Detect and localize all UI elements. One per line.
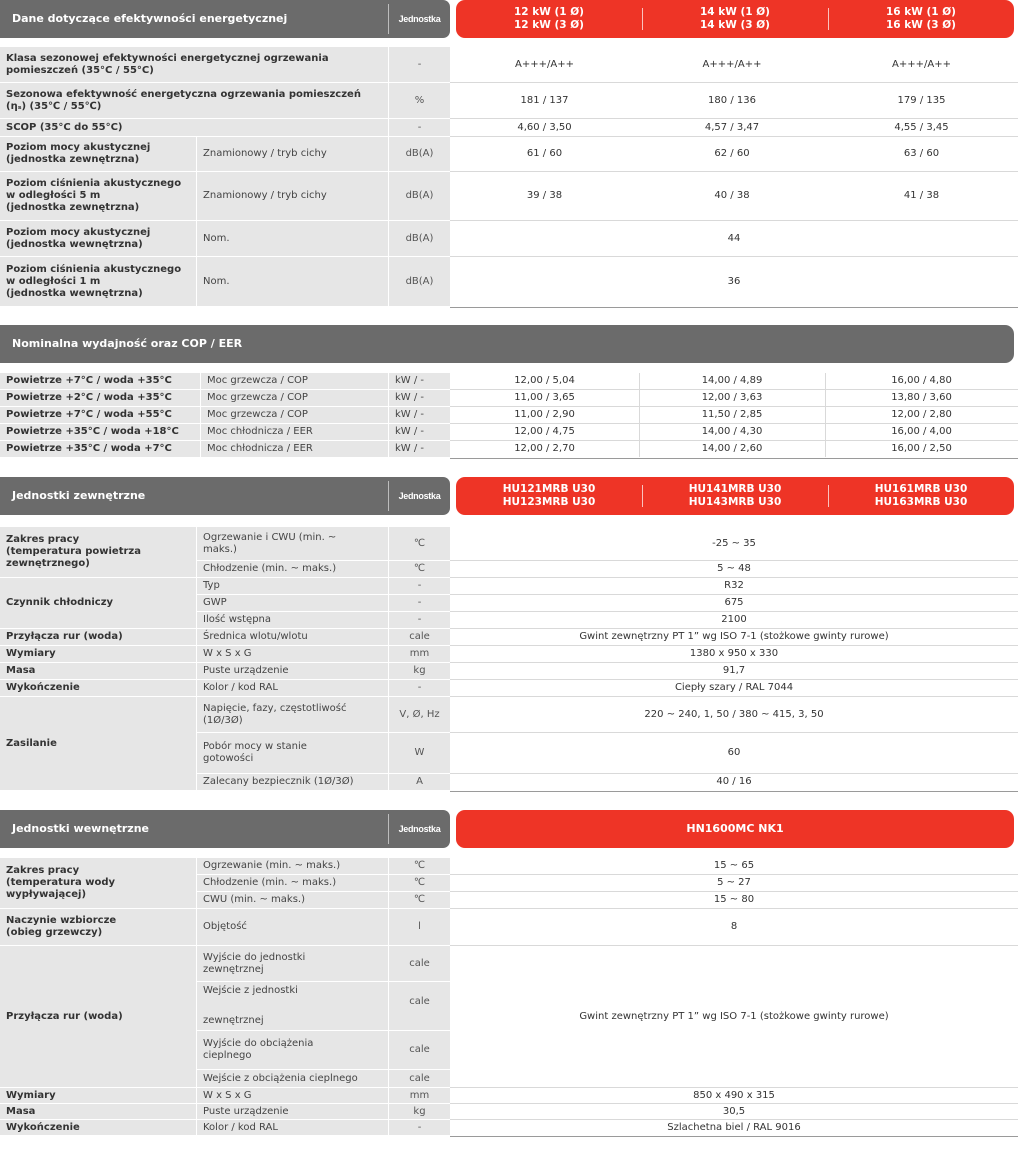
- value-cell: 5 ~ 48: [717, 563, 751, 574]
- row-sublabel: Puste urządzenie: [197, 1104, 388, 1119]
- row-unit: kW / -: [389, 441, 450, 457]
- value-cell: 12,00 / 4,75: [514, 426, 575, 437]
- section-header: [0, 810, 1018, 848]
- row-unit: -: [389, 578, 450, 594]
- row-unit: cale: [389, 1031, 450, 1069]
- model-column-header: HU121MRB U30 HU123MRB U30: [502, 483, 596, 508]
- value-cell: 13,80 / 3,60: [891, 392, 952, 403]
- row-unit: ℃: [389, 527, 450, 560]
- row-sublabel: Znamionowy / tryb cichy: [197, 172, 388, 220]
- value-cell: 11,00 / 3,65: [514, 392, 575, 403]
- row-unit: cale: [389, 1070, 450, 1087]
- row-unit: kW / -: [389, 407, 450, 423]
- value-cell: R32: [724, 580, 744, 591]
- row-sublabel: Kolor / kod RAL: [197, 680, 388, 696]
- row-label: Przyłącza rur (woda): [0, 946, 196, 1087]
- row-unit: -: [389, 47, 450, 82]
- row-label: Zasilanie: [0, 697, 196, 790]
- value-cell: A+++/A++: [702, 58, 762, 70]
- row-sublabel: CWU (min. ~ maks.): [197, 892, 388, 908]
- row-sublabel: Moc grzewcza / COP: [201, 390, 388, 406]
- row-label: Sezonowa efektywność energetyczna ogrzewania pomieszczeń (ηₛ) (35℃ / 55℃): [0, 83, 388, 118]
- unit-column-header: Jednostka: [398, 824, 441, 834]
- value-cell: 12,00 / 2,80: [891, 409, 952, 420]
- value-cell: 16,00 / 2,50: [891, 443, 952, 454]
- row-unit: %: [389, 83, 450, 118]
- value-cell: 4,55 / 3,45: [894, 121, 949, 133]
- value-cell: 1380 x 950 x 330: [689, 648, 779, 659]
- row-label: Przyłącza rur (woda): [0, 629, 196, 645]
- value-cell: 179 / 135: [897, 94, 946, 106]
- row-unit: cale: [389, 982, 450, 1030]
- row-unit: kW / -: [389, 373, 450, 389]
- row-label: Zakres pracy (temperatura powietrza zewnętrznego): [0, 527, 196, 577]
- value-cell: Gwint zewnętrzny PT 1” wg ISO 7-1 (stożkowe gwinty rurowe): [579, 1010, 889, 1022]
- row-sublabel: Napięcie, fazy, częstotliwość (1Ø/3Ø): [197, 697, 388, 732]
- row-label: Poziom mocy akustycznej (jednostka zewnętrzna): [0, 137, 196, 171]
- row-sublabel: Ogrzewanie (min. ~ maks.): [197, 858, 388, 874]
- row-unit: l: [389, 909, 450, 945]
- row-label: Poziom ciśnienia akustycznego w odległości 1 m (jednostka wewnętrzna): [0, 257, 196, 306]
- row-label: Powietrze +7°C / woda +35°C: [0, 373, 200, 389]
- row-label: SCOP (35°C do 55°C): [0, 119, 388, 136]
- value-cell: 12,00 / 5,04: [514, 375, 575, 386]
- model-column-header: HU141MRB U30 HU143MRB U30: [688, 483, 782, 508]
- value-cell: 44: [727, 232, 741, 244]
- value-cell: 40 / 16: [716, 776, 752, 787]
- row-unit: -: [389, 1120, 450, 1135]
- value-cell: 14,00 / 4,30: [701, 426, 763, 437]
- row-sublabel: Nom.: [197, 257, 388, 306]
- model-column-header: HN1600MC NK1: [686, 822, 784, 835]
- row-unit: W: [389, 733, 450, 773]
- row-sublabel: Moc chłodnicza / EER: [201, 441, 388, 457]
- row-unit: ℃: [389, 858, 450, 874]
- row-label: Masa: [0, 1104, 196, 1119]
- model-column-header: 12 kW (1 Ø) 12 kW (3 Ø): [514, 6, 584, 31]
- section-title: Nominalna wydajność oraz COP / EER: [12, 337, 243, 350]
- row-label: Powietrze +35°C / woda +7°C: [0, 441, 200, 457]
- value-cell: 41 / 38: [903, 190, 940, 201]
- row-sublabel: Wyjście do jednostki zewnętrznej: [197, 946, 388, 981]
- row-unit: cale: [389, 946, 450, 981]
- model-column-header: 16 kW (1 Ø) 16 kW (3 Ø): [886, 6, 956, 31]
- model-header-bar: [456, 810, 1014, 848]
- row-label: Naczynie wzbiorcze (obieg grzewczy): [0, 909, 196, 945]
- row-label: Poziom mocy akustycznej (jednostka wewnętrzna): [0, 221, 196, 256]
- row-sublabel: Wejście z obciążenia cieplnego: [197, 1070, 388, 1087]
- value-cell: 62 / 60: [714, 148, 750, 159]
- row-sublabel: Znamionowy / tryb cichy: [197, 137, 388, 171]
- row-unit: ℃: [389, 892, 450, 908]
- row-unit: -: [389, 595, 450, 611]
- row-sublabel: Średnica wlotu/wlotu: [197, 629, 388, 645]
- row-sublabel: W x S x G: [197, 1088, 388, 1103]
- row-unit: mm: [389, 1088, 450, 1103]
- section-indoor-units: [0, 810, 1018, 1145]
- row-unit: kW / -: [389, 390, 450, 406]
- row-label: Powietrze +2°C / woda +35°C: [0, 390, 200, 406]
- value-cell: 16,00 / 4,00: [891, 426, 952, 437]
- row-sublabel: Kolor / kod RAL: [197, 1120, 388, 1135]
- row-sublabel: Moc grzewcza / COP: [201, 407, 388, 423]
- row-sublabel: Ilość wstępna: [197, 612, 388, 628]
- row-unit: kg: [389, 663, 450, 679]
- row-sublabel: Nom.: [197, 221, 388, 256]
- value-cell: 675: [724, 597, 744, 608]
- row-label: Klasa sezonowej efektywności energetycznej ogrzewania pomieszczeń (35°C / 55°C): [0, 47, 388, 82]
- row-label: Wymiary: [0, 1088, 196, 1103]
- model-header-bar: [456, 477, 1014, 515]
- row-label: Zakres pracy (temperatura wody wypływającej): [0, 858, 196, 908]
- row-unit: mm: [389, 646, 450, 662]
- row-sublabel: Puste urządzenie: [197, 663, 388, 679]
- row-label: Powietrze +7°C / woda +55°C: [0, 407, 200, 423]
- row-sublabel: W x S x G: [197, 646, 388, 662]
- value-cell: 39 / 38: [526, 190, 563, 201]
- model-column-header: 14 kW (1 Ø) 14 kW (3 Ø): [700, 6, 770, 31]
- value-cell: 15 ~ 80: [713, 894, 755, 905]
- unit-column-header: Jednostka: [398, 491, 441, 501]
- value-cell: 850 x 490 x 315: [693, 1089, 775, 1101]
- row-sublabel: Chłodzenie (min. ~ maks.): [197, 561, 388, 577]
- section-title: Dane dotyczące efektywności energetycznej: [12, 12, 288, 25]
- value-cell: 181 / 137: [520, 94, 569, 106]
- unit-column-header: Jednostka: [398, 14, 441, 24]
- value-cell: -25 ~ 35: [712, 537, 756, 549]
- row-label: Czynnik chłodniczy: [0, 578, 196, 628]
- row-label: Masa: [0, 663, 196, 679]
- value-cell: 8: [730, 921, 738, 932]
- value-cell: A+++/A++: [515, 58, 574, 70]
- value-cell: 12,00 / 3,63: [701, 392, 763, 403]
- value-cell: A+++/A++: [892, 58, 951, 70]
- model-header-bar: [456, 0, 1014, 38]
- row-sublabel: Zalecany bezpiecznik (1Ø/3Ø): [197, 774, 388, 790]
- value-cell: 11,50 / 2,85: [701, 409, 763, 420]
- row-unit: kW / -: [389, 424, 450, 440]
- value-cell: 63 / 60: [903, 148, 940, 159]
- value-cell: 40 / 38: [714, 190, 750, 201]
- row-unit: dB(A): [389, 221, 450, 256]
- value-cell: 5 ~ 27: [717, 877, 751, 888]
- section-energy-efficiency: [0, 0, 1018, 320]
- value-cell: 4,60 / 3,50: [517, 121, 572, 133]
- value-cell: 16,00 / 4,80: [891, 375, 952, 386]
- row-sublabel: Moc chłodnicza / EER: [201, 424, 388, 440]
- row-label: Wykończenie: [0, 1120, 196, 1135]
- section-header: [0, 0, 1018, 38]
- model-column-header: HU161MRB U30 HU163MRB U30: [874, 483, 968, 508]
- section-title: Jednostki wewnętrzne: [12, 822, 149, 835]
- value-cell: 15 ~ 65: [713, 860, 755, 871]
- value-cell: Gwint zewnętrzny PT 1” wg ISO 7-1 (stożkowe gwinty rurowe): [579, 631, 889, 642]
- row-sublabel: Ogrzewanie i CWU (min. ~ maks.): [197, 527, 388, 560]
- row-unit: dB(A): [389, 257, 450, 306]
- section-outdoor-units: [0, 477, 1018, 800]
- value-cell: Ciepły szary / RAL 7044: [674, 682, 794, 693]
- value-cell: 4,57 / 3,47: [704, 121, 760, 133]
- row-unit: -: [389, 680, 450, 696]
- row-sublabel: Wejście z jednostki zewnętrznej: [197, 982, 388, 1030]
- row-unit: V, Ø, Hz: [389, 697, 450, 732]
- row-sublabel: Pobór mocy w stanie gotowości: [197, 733, 388, 773]
- value-cell: 14,00 / 4,89: [701, 375, 763, 386]
- row-label: Powietrze +35°C / woda +18°C: [0, 424, 200, 440]
- row-label: Wymiary: [0, 646, 196, 662]
- row-unit: ℃: [389, 561, 450, 577]
- row-label: Wykończenie: [0, 680, 196, 696]
- row-unit: dB(A): [389, 137, 450, 171]
- section-title: Jednostki zewnętrzne: [12, 489, 146, 502]
- value-cell: 180 / 136: [708, 94, 756, 106]
- row-unit: A: [389, 774, 450, 790]
- section-nominal-capacity: [0, 325, 1018, 467]
- row-unit: -: [389, 612, 450, 628]
- value-cell: 36: [727, 275, 741, 287]
- section-header: [0, 477, 1018, 515]
- section-header: [0, 325, 1018, 363]
- row-sublabel: Objętość: [197, 909, 388, 945]
- value-cell: Szlachetna biel / RAL 9016: [667, 1121, 801, 1133]
- value-cell: 60: [727, 747, 741, 758]
- row-unit: -: [389, 119, 450, 136]
- value-cell: 11,00 / 2,90: [514, 409, 575, 420]
- row-unit: dB(A): [389, 172, 450, 220]
- row-unit: kg: [389, 1104, 450, 1119]
- value-cell: 61 / 60: [526, 148, 563, 159]
- value-cell: 220 ~ 240, 1, 50 / 380 ~ 415, 3, 50: [644, 708, 824, 720]
- row-label: Poziom ciśnienia akustycznego w odległości 5 m (jednostka zewnętrzna): [0, 172, 196, 220]
- row-sublabel: Wyjście do obciążenia cieplnego: [197, 1031, 388, 1069]
- value-cell: 30,5: [722, 1105, 746, 1117]
- row-sublabel: Chłodzenie (min. ~ maks.): [197, 875, 388, 891]
- row-sublabel: Typ: [197, 578, 388, 594]
- row-sublabel: Moc grzewcza / COP: [201, 373, 388, 389]
- value-cell: 14,00 / 2,60: [701, 443, 763, 454]
- row-sublabel: GWP: [197, 595, 388, 611]
- row-unit: ℃: [389, 875, 450, 891]
- value-cell: 91,7: [722, 665, 746, 676]
- row-unit: cale: [389, 629, 450, 645]
- value-cell: 12,00 / 2,70: [514, 443, 575, 454]
- value-cell: 2100: [721, 614, 747, 625]
